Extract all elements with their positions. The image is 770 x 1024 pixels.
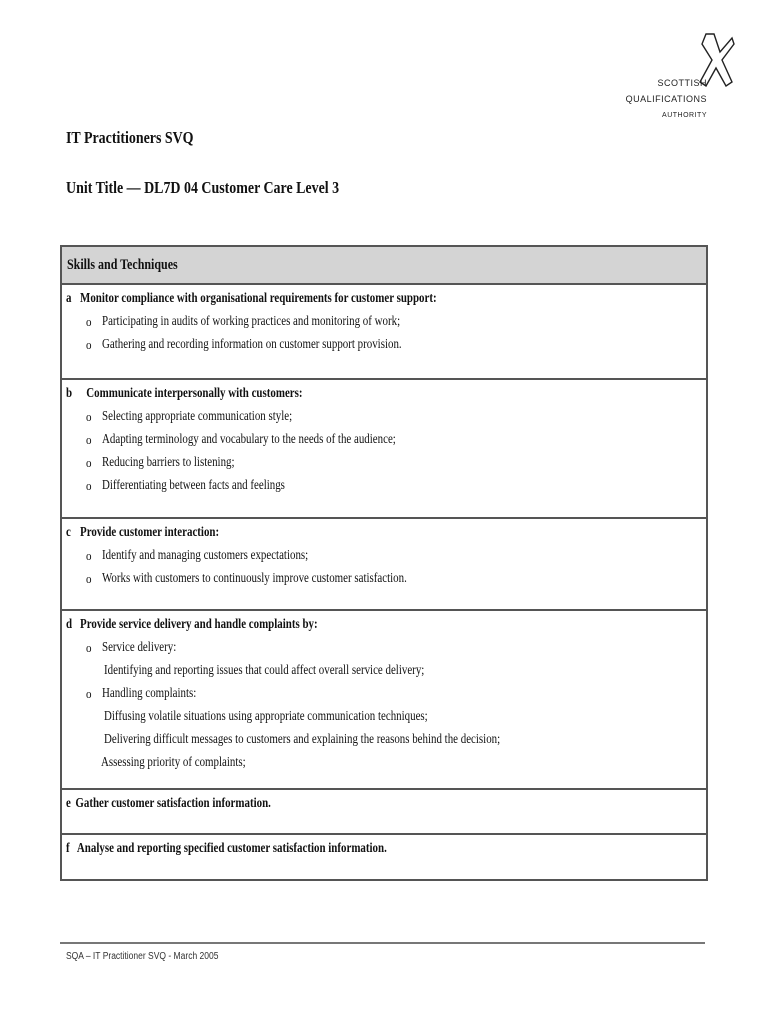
sub-item [66,660,700,683]
table-row [62,380,706,519]
table-row [62,285,706,380]
list-item-text: Participating in audits of working practices and monitoring of work; [102,314,401,329]
row-heading [66,523,561,545]
row-letter: d [66,617,73,632]
bullet-mark: o [86,686,92,701]
list-item [66,475,700,498]
list-item [66,406,700,429]
list-item-text: Selecting appropriate communication style; [102,409,293,424]
logo-text-authority: AUTHORITY [662,112,707,119]
row-heading-text: Provide service delivery and handle complaints by: [80,617,318,632]
list-item-text: Reducing barriers to listening; [102,455,235,470]
footer-divider [60,942,705,944]
list-item-text: Identify and managing customers expectations; [102,548,309,563]
list-item-text: Handling complaints: [102,686,197,701]
list-item [66,568,700,591]
sub-item-text: Assessing priority of complaints; [101,755,246,770]
row-heading [66,839,561,861]
list-item-text: Works with customers to continuously improve customer satisfaction. [102,571,407,586]
list-item [66,683,700,706]
row-heading-text: Communicate interpersonally with customers: [86,386,303,401]
sub-item [66,752,700,775]
bullet-mark: o [86,548,92,563]
sub-item [66,729,700,752]
table-row [62,611,706,790]
sub-item-text: Identifying and reporting issues that could affect overall service delivery; [104,663,425,678]
row-heading [66,615,561,637]
row-heading [66,794,561,816]
row-letter: b [66,386,73,401]
list-item [66,311,700,334]
list-item-text: Adapting terminology and vocabulary to the needs of the audience; [102,432,396,447]
row-heading [66,384,561,406]
bullet-mark: o [86,432,92,447]
row-letter: e [66,796,71,811]
bullet-mark: o [86,455,92,470]
list-item [66,637,700,660]
list-item [66,429,700,452]
row-heading-text: Gather customer satisfaction information. [75,796,271,811]
list-item [66,545,700,568]
table-header [62,247,706,285]
skills-table [60,245,708,881]
row-heading-text: Analyse and reporting specified customer satisfaction information. [76,841,387,856]
list-item-text: Service delivery: [102,640,177,655]
table-row [62,519,706,611]
list-item [66,452,700,475]
row-letter: f [66,841,70,856]
row-heading-text: Provide customer interaction: [80,525,220,540]
sub-item-text: Diffusing volatile situations using appropriate communication techniques; [104,709,428,724]
bullet-mark: o [86,314,92,329]
row-heading [66,289,561,311]
unit-title: Unit Title — DL7D 04 Customer Care Level 3 [66,178,340,197]
document-title: IT Practitioners SVQ [66,128,194,147]
row-letter: c [66,525,71,540]
bullet-mark: o [86,409,92,424]
row-letter: a [66,291,72,306]
table-header-label: Skills and Techniques [67,256,178,273]
page-footer: SQA – IT Practitioner SVQ - March 2005 [66,951,219,962]
bullet-mark: o [86,571,92,586]
sub-item-text: Delivering difficult messages to customers and explaining the reasons behind the decision; [104,732,501,747]
bullet-mark: o [86,337,92,352]
table-row [62,790,706,835]
logo-text-qualifications: QUALIFICATIONS [625,94,707,104]
bullet-mark: o [86,478,92,493]
list-item-text: Gathering and recording information on customer support provision. [102,337,402,352]
table-row [62,835,706,879]
sub-item [66,706,700,729]
logo-text-scottish: SCOTTISH [657,78,707,88]
sqa-logo [625,30,735,125]
list-item [66,334,700,357]
row-heading-text: Monitor compliance with organisational requirements for customer support: [80,291,437,306]
bullet-mark: o [86,640,92,655]
list-item-text: Differentiating between facts and feelings [102,478,285,493]
